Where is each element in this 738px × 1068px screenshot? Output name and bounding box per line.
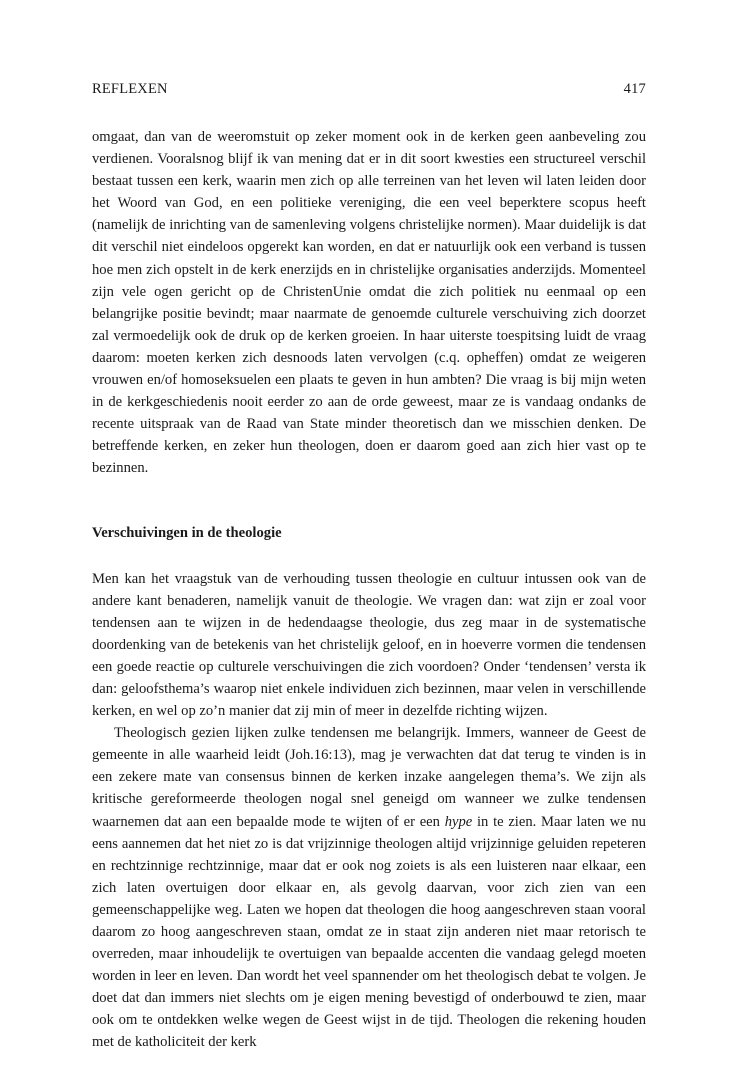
paragraph-continued: omgaat, dan van de weeromstuit op zeker moment ook in de kerken geen aanbeveling zou verdienen. Vooralsnog blijf ik van mening dat er in dit soort kwesties een structureel verschil bestaat tussen een kerk, waarin men zich op alle terreinen van het leven wil laten leiden door het Woord van God, en een politieke vereniging, die een veel beperktere scopus heeft (namelijk de inrichting van de samenleving volgens christelijke normen). Maar duidelijk is dat dit verschil niet eindeloos opgerekt kan worden, en dat er natuurlijk ook een verband is tussen hoe men zich opstelt in de kerk enerzijds en in christelijke organisaties anderzijds. Momenteel zijn vele ogen gericht op de ChristenUnie omdat die zich politiek nu eenmaal op een belangrijke positie bevindt; maar naarmate de genoemde culturele verschuiving zich doorzet zal vermoedelijk ook de druk op de kerken groeien. In haar uiterste toespitsing luidt de vraag daarom: moeten kerken zich desnoods laten vervolgen (c.q. opheffen) omdat ze weigeren vrouwen en/of homoseksuelen een plaats te geven in hun ambten? Die vraag is bij mijn weten in de kerkgeschiedenis nooit eerder zo aan de orde geweest, maar ze is vandaag ondanks de recente uitspraak van de Raad van State minder theoretisch dan we misschien denken. De betreffende kerken, en zeker hun theologen, doen er daarom goed aan zich hier vast op te bezinnen. [92, 129, 646, 477]
body-text [92, 126, 646, 1054]
section-paragraph-1: Men kan het vraagstuk van de verhouding tussen theologie en cultuur intussen ook van de andere kant benaderen, namelijk vanuit de theologie. We vragen dan: wat zijn er zoal voor tendensen aan te wijzen in de hedendaagse theologie, dus zeg maar in de systematische doordenking van de betekenis van het christelijk geloof, en in hoeverre vormen die tendensen een goede reactie op culturele verschuivingen die zich voordoen? Onder ‘tendensen’ versta ik dan: geloofsthema’s waarop niet enkele individuen zich bezinnen, maar velen in verschillende kerken, en wel op zo’n manier dat zij min of meer in dezelfde richting wijzen. [92, 570, 646, 720]
running-title: REFLEXEN [92, 81, 168, 97]
running-head [92, 78, 646, 100]
book-page [92, 78, 646, 1054]
paragraph-2-text-a: Theologisch gezien lijken zulke tendensen me belangrijk. Immers, wanneer de Geest de gemeente in alle waarheid leidt (Joh.16:13), mag je verwachten dat dat terug te vinden is in een zekere mate van consensus binnen de kerken inzake aangelegen thema’s. We zijn als kritische gereformeerde theologen nogal snel geneigd om wanneer we zulke tendensen waarnemen dat aan een bepaalde mode te wijten of er een [92, 725, 646, 830]
paragraph-2-text-b: in te zien. Maar laten we nu eens aannemen dat het niet zo is dat vrijzinnige theologen altijd vrijzinnige geluiden repeteren en rechtzinnige rechtzinnige, maar dat er ook nog zoiets is als een luisteren naar elkaar, een zich laten overtuigen door elkaar en, als gevolg daarvan, voor zich zien van een gemeenschappelijke weg. Laten we hopen dat theologen die hoog aangeschreven staan vooral daarom zo hoog aangeschreven staan, omdat ze in staat zijn anderen niet maar retorisch te overreden, maar inhoudelijk te overtuigen van bepaalde accenten die vandaag gelegd moeten worden in leer en leven. Dan wordt het veel spannender om het theologisch debat te volgen. Je doet dat dan immers niet slechts om je eigen mening bevestigd of onderbouwd te zien, maar ook om te ontdekken welke wegen de Geest wijst in de tijd. Theologen die rekening houden met de katholiciteit der kerk [92, 813, 646, 1051]
section-paragraph-2 [92, 722, 646, 1053]
page-number: 417 [623, 81, 646, 97]
emphasis-hype: hype [444, 813, 473, 830]
section-heading: Verschuivingen in de theologie [92, 524, 282, 541]
